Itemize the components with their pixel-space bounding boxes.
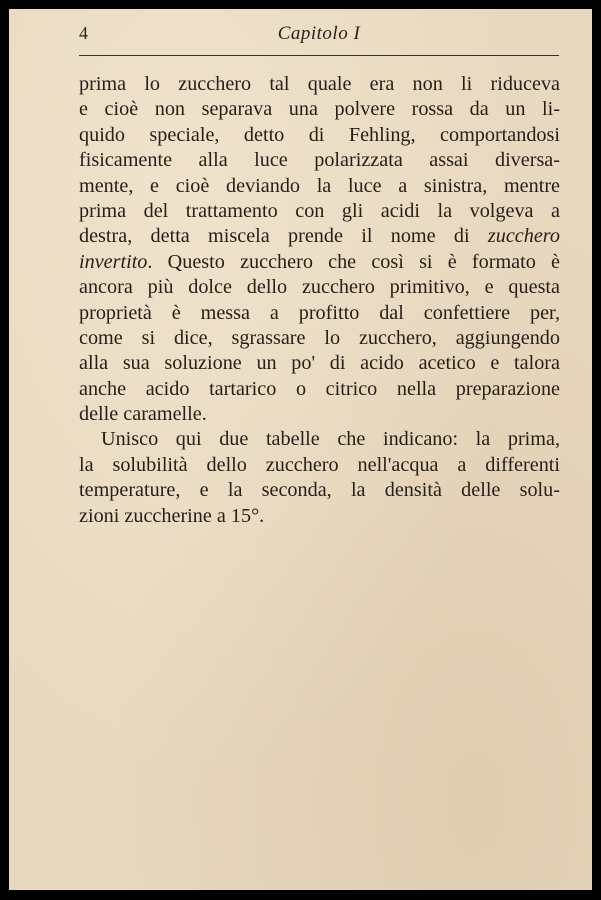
text-line: e cioè non separava una polvere rossa da un li- xyxy=(79,98,560,121)
text-line: ancora più dolce dello zucchero primitivo, e questa xyxy=(79,276,560,299)
text-line: come si dice, sgrassare lo zucchero, aggiungendo xyxy=(79,326,560,349)
book-page xyxy=(9,9,592,890)
running-head: Capitolo I xyxy=(277,23,361,44)
text-line: prima del trattamento con gli acidi la volgeva a xyxy=(79,199,560,222)
text-line: alla sua soluzione un po' di acido acetico e talora xyxy=(79,352,560,375)
text-line: anche acido tartarico o citrico nella preparazione xyxy=(79,377,560,400)
text-line: la solubilità dello zucchero nell'acqua a differenti xyxy=(79,453,560,476)
body-text xyxy=(79,72,560,529)
text-line: mente, e cioè deviando la luce a sinistra, mentre xyxy=(79,174,560,197)
text-line: destra, detta miscela prende il nome di zucchero xyxy=(79,225,560,248)
text-line: invertito. Questo zucchero che così si è formato è xyxy=(79,250,560,273)
text-line: Unisco qui due tabelle che indicano: la prima, xyxy=(101,428,560,451)
text-line: prima lo zucchero tal quale era non li riduceva xyxy=(79,73,560,95)
page-number: 4 xyxy=(79,23,88,43)
text-line: quido speciale, detto di Fehling, comportandosi xyxy=(79,123,560,146)
text-line: temperature, e la seconda, la densità delle solu- xyxy=(79,479,560,502)
text-line: fisicamente alla luce polarizzata assai diversa- xyxy=(79,149,560,172)
text-line: delle caramelle. xyxy=(79,403,207,426)
text-line: proprietà è messa a profitto dal confettiere per, xyxy=(79,301,560,324)
page-header xyxy=(79,23,559,56)
text-line: zioni zuccherine a 15°. xyxy=(79,504,265,527)
italic-term: invertito xyxy=(79,250,148,273)
italic-term: zucchero xyxy=(487,225,560,248)
